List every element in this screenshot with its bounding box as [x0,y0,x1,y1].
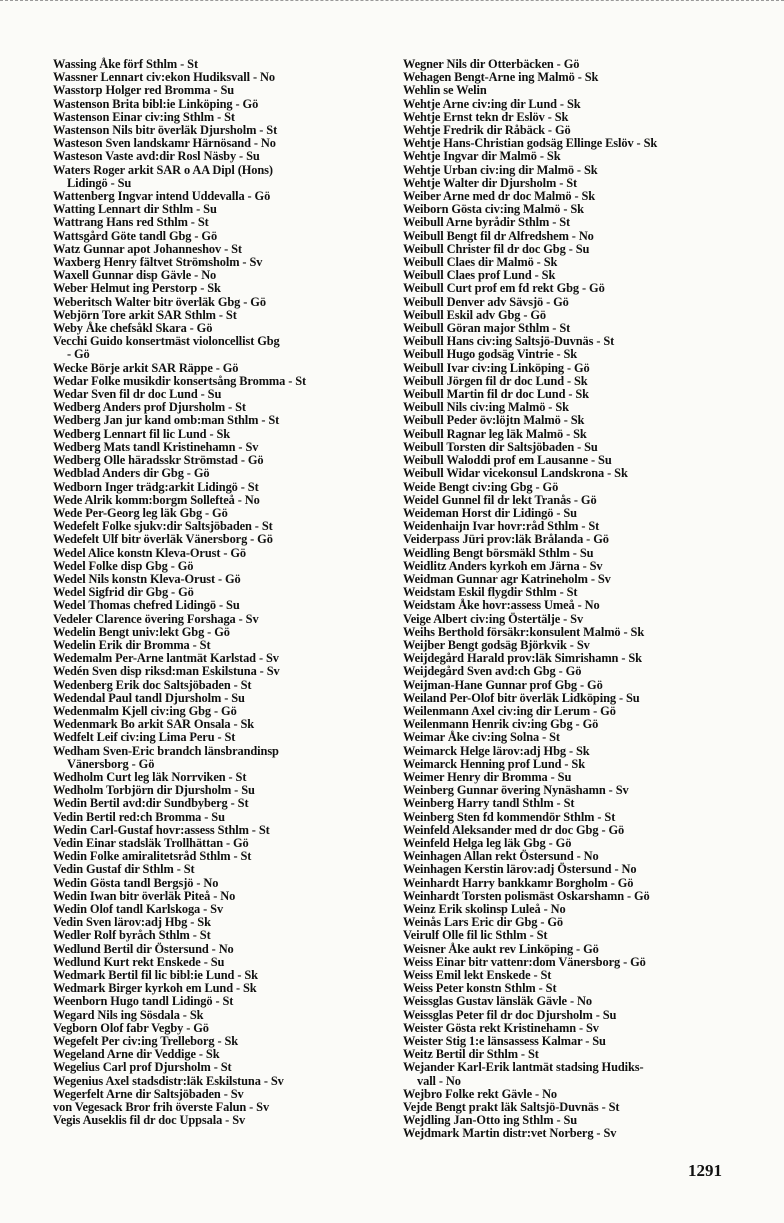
directory-entry: Weinfeld Aleksander med dr doc Gbg - Gö [403,822,625,837]
directory-entry: Weissglas Peter fil dr doc Djursholm - Su [403,1007,617,1022]
directory-entry: Wedlund Bertil dir Östersund - No [53,941,234,956]
directory-entry: Weibull Göran major Sthlm - St [403,321,571,336]
directory-entry: Wedar Folke musikdir konsertsång Bromma - St [53,373,307,388]
entry-line: Wedham Sven-Eric brandch länsbrandinsp [53,743,279,758]
directory-entry: Webjörn Tore arkit SAR Sthlm - St [53,307,237,322]
directory-entry: Weibull Claes prof Lund - Sk [403,268,556,283]
directory-entry: Vegis Auseklis fil dr doc Uppsala - Sv [53,1113,246,1128]
directory-entry: Wedholm Curt leg läk Norrviken - St [53,769,247,784]
right-column [403,58,743,1141]
directory-entry: Wejbro Folke rekt Gävle - No [403,1086,558,1101]
directory-entry: Weijdegård Harald prov:läk Simrishamn - Sk [403,651,642,666]
directory-entry: Wedel Nils konstn Kleva-Orust - Gö [53,571,241,586]
directory-entry: Weimar Åke civ:ing Solna - St [403,730,560,745]
directory-entry: Wegner Nils dir Otterbäcken - Gö [403,57,580,71]
directory-entry: Wedmark Birger kyrkoh em Lund - Sk [53,981,257,996]
directory-entry: Weibull Ragnar leg läk Malmö - Sk [403,426,587,441]
directory-entry: Weidstam Eskil flygdir Sthlm - St [403,585,578,600]
directory-entry: Veiderpass Jüri prov:läk Brålanda - Gö [403,532,609,547]
directory-entry: Wehtje Arne civ:ing dir Lund - Sk [403,96,581,111]
directory-entry: Wedel Alice konstn Kleva-Orust - Gö [53,545,247,560]
directory-entry: Vegborn Olof fabr Vegby - Gö [53,1020,209,1035]
directory-entry: Watz Gunnar apot Johanneshov - St [53,241,242,256]
directory-entry: Waxberg Henry fältvet Strömsholm - Sv [53,255,263,270]
directory-entry: Wedberg Anders prof Djursholm - St [53,400,246,415]
directory-entry: Wehagen Bengt-Arne ing Malmö - Sk [403,70,599,85]
directory-entry: Weijdegård Sven avd:ch Gbg - Gö [403,664,582,679]
directory-entry: Wedel Folke disp Gbg - Gö [53,558,194,573]
directory-entry: Wedar Sven fil dr doc Lund - Su [53,387,222,402]
directory-entry: Weilenmann Axel civ:ing dir Lerum - Gö [403,703,616,718]
directory-entry: Wasteson Vaste avd:dir Rosl Näsby - Su [53,149,260,164]
directory-entry: Wedberg Lennart fil lic Lund - Sk [53,426,231,441]
top-rule [0,0,784,1]
directory-entry: Weibull Hans civ:ing Saltsjö-Duvnäs - St [403,334,615,349]
directory-entry: Veirulf Olle fil lic Sthlm - St [403,928,548,943]
directory-entry: Weidlitz Anders kyrkoh em Järna - Sv [403,558,603,573]
directory-entry: Weidstam Åke hovr:assess Umeå - No [403,598,600,613]
directory-entry: Weibull Curt prof em fd rekt Gbg - Gö [403,281,605,296]
directory-entry: Wegerfelt Arne dir Saltsjöbaden - Sv [53,1086,244,1101]
directory-entry: Weber Helmut ing Perstorp - Sk [53,281,221,296]
directory-entry: Wedin Folke amiralitetsråd Sthlm - St [53,849,252,864]
directory-entry: Vedin Bertil red:ch Bromma - Su [53,809,225,824]
directory-entry: Wedefelt Ulf bitr överläk Vänersborg - Gö [53,532,273,547]
directory-entry: Wedelin Erik dir Bromma - St [53,637,211,652]
directory-entry: Weiss Emil lekt Enskede - St [403,968,552,983]
directory-entry: Wegelius Carl prof Djursholm - St [53,1060,232,1075]
directory-entry: Wastenson Nils bitr överläk Djursholm - St [53,123,278,138]
directory-entry: Wattenberg Ingvar intend Uddevalla - Gö [53,189,271,204]
directory-entry: Wehtje Ernst tekn dr Eslöv - Sk [403,109,569,124]
directory-entry: Wattrang Hans red Sthlm - St [53,215,209,230]
directory-entry: Wejdling Jan-Otto ing Sthlm - Su [403,1113,578,1128]
directory-entry: Wede Alrik komm:borgm Sollefteå - No [53,492,260,507]
directory-entry: Wasstorp Holger red Bromma - Su [53,83,235,98]
directory-entry: Wegeland Arne dir Veddige - Sk [53,1047,220,1062]
page-number: 1291 [688,1161,722,1180]
directory-entry: Weibull Claes dir Malmö - Sk [403,255,558,270]
directory-entry: Wedin Olof tandl Karlskoga - Sv [53,902,224,916]
directory-entry: Weimarck Helge lärov:adj Hbg - Sk [403,743,590,758]
directory-entry: Weibull Eskil adv Gbg - Gö [403,307,547,322]
directory-entry: Weissglas Gustav länsläk Gävle - No [403,994,592,1009]
directory-entry: Weibull Bengt fil dr Alfredshem - No [403,228,594,243]
entry-continuation: Vänersborg - Gö [67,756,155,771]
directory-entry: Weibull Torsten dir Saltsjöbaden - Su [403,439,598,454]
directory-entry: Weimarck Henning prof Lund - Sk [403,756,586,771]
directory-entry: Wedler Rolf byråch Sthlm - St [53,928,211,943]
left-column [53,58,371,1127]
directory-entry: Wehtje Urban civ:ing dir Malmö - Sk [403,162,598,177]
directory-entry: Wedenmark Bo arkit SAR Onsala - Sk [53,717,255,732]
directory-entry: Vedin Einar stadsläk Trollhättan - Gö [53,835,249,850]
directory-entry: von Vegesack Bror frih överste Falun - Sv [53,1100,270,1115]
directory-entry: Weinz Erik skolinsp Luleå - No [403,902,566,916]
directory-entry: Weinhagen Kerstin lärov:adj Östersund - No [403,862,637,877]
directory-entry: Weiss Peter konstn Sthlm - St [403,981,557,996]
directory-entry: Weibull Waloddi prof em Lausanne - Su [403,453,612,468]
directory-entry: Wehtje Hans-Christian godsäg Ellinge Eslöv - Sk [403,136,658,151]
directory-entry: Wedelin Bengt univ:lekt Gbg - Gö [53,624,230,639]
directory-entry: Wedendal Paul tandl Djursholm - Su [53,690,245,705]
directory-entry [53,335,371,361]
directory-entry: Watting Lennart dir Sthlm - Su [53,202,217,217]
directory-entry: Weilenmann Henrik civ:ing Gbg - Gö [403,717,599,732]
directory-entry: Weinhardt Harry bankkamr Borgholm - Gö [403,875,634,890]
directory-entry: Wedin Carl-Gustaf hovr:assess Sthlm - St [53,822,270,837]
directory-entry: Vedeler Clarence övering Forshaga - Sv [53,611,259,626]
directory-entry: Wedblad Anders dir Gbg - Gö [53,466,210,481]
directory-entry: Wedborn Inger trädg:arkit Lidingö - St [53,479,259,494]
directory-entry: Wegefelt Per civ:ing Trelleborg - Sk [53,1034,239,1049]
entry-continuation: vall - No [417,1073,461,1088]
directory-entry: Weiss Einar bitr vattenr:dom Vänersborg - Gö [403,954,646,969]
directory-entry: Weijber Bengt godsäg Björkvik - Sv [403,637,590,652]
directory-entry: Wedmark Bertil fil lic bibl:ie Lund - Sk [53,968,258,983]
directory-entry: Wecke Börje arkit SAR Räppe - Gö [53,360,239,375]
directory-entry: Weide Bengt civ:ing Gbg - Gö [403,479,559,494]
directory-entry: Weidel Gunnel fil dr lekt Tranås - Gö [403,492,597,507]
directory-entry: Weitz Bertil dir Sthlm - St [403,1047,539,1062]
directory-entry: Wedberg Olle häradsskr Strömstad - Gö [53,453,264,468]
directory-entry [53,745,371,771]
directory-entry: Weiborn Gösta civ:ing Malmö - Sk [403,202,584,217]
directory-entry: Vejde Bengt prakt läk Saltsjö-Duvnäs - St [403,1100,620,1115]
directory-entry: Weinhardt Torsten polismäst Oskarshamn - Gö [403,888,650,903]
directory-entry: Weidenhaijn Ivar hovr:råd Sthlm - St [403,519,600,534]
directory-entry: Wehtje Ingvar dir Malmö - Sk [403,149,561,164]
directory-entry: Wedholm Torbjörn dir Djursholm - Su [53,783,255,798]
directory-entry: Weibull Hugo godsäg Vintrie - Sk [403,347,578,362]
directory-entry [53,164,371,190]
directory-entry: Wedenmalm Kjell civ:ing Gbg - Gö [53,703,237,718]
directory-entry: Wedin Iwan bitr överläk Piteå - No [53,888,236,903]
directory-entry: Vedin Sven lärov:adj Hbg - Sk [53,915,211,930]
directory-entry: Wedemalm Per-Arne lantmät Karlstad - Sv [53,651,279,666]
directory-entry: Veige Albert civ:ing Östertälje - Sv [403,611,584,626]
directory-entry: Wasteson Sven landskamr Härnösand - No [53,136,276,151]
directory-entry: Wassing Åke förf Sthlm - St [53,57,198,71]
directory-entry: Weinberg Sten fd kommendör Sthlm - St [403,809,616,824]
directory-entry: Vedin Gustaf dir Sthlm - St [53,862,195,877]
directory-entry: Weenborn Hugo tandl Lidingö - St [53,994,234,1009]
directory-entry: Waxell Gunnar disp Gävle - No [53,268,217,283]
directory-entry: Weibull Martin fil dr doc Lund - Sk [403,387,589,402]
directory-entry: Weiland Per-Olof bitr överläk Lidköping - Su [403,690,640,705]
directory-entry: Weimer Henry dir Bromma - Su [403,769,572,784]
directory-entry: Weinberg Harry tandl Sthlm - St [403,796,575,811]
directory-entry: Wedberg Mats tandl Kristinehamn - Sv [53,439,259,454]
directory-entry: Weiber Arne med dr doc Malmö - Sk [403,189,596,204]
directory-entry: Weidling Bengt börsmäkl Sthlm - Su [403,545,594,560]
directory-entry: Weister Gösta rekt Kristinehamn - Sv [403,1020,599,1035]
directory-entry: Wattsgård Göte tandl Gbg - Gö [53,228,218,243]
directory-entry: Wehtje Fredrik dir Råbäck - Gö [403,123,571,138]
directory-entry: Wedenberg Erik doc Saltsjöbaden - St [53,677,252,692]
directory-entry: Weinhagen Allan rekt Östersund - No [403,849,599,864]
directory-entry: Weibull Christer fil dr doc Gbg - Su [403,241,590,256]
directory-entry: Weby Åke chefsåkl Skara - Gö [53,321,213,336]
directory-entry: Wedfelt Leif civ:ing Lima Peru - St [53,730,236,745]
directory-entry: Wejdmark Martin distr:vet Norberg - Sv [403,1126,617,1141]
directory-entry: Wedin Bertil avd:dir Sundbyberg - St [53,796,249,811]
directory-entry: Weidman Gunnar agr Katrineholm - Sv [403,571,611,586]
directory-entry: Weinfeld Helga leg läk Gbg - Gö [403,835,572,850]
directory-entry: Wedin Gösta tandl Bergsjö - No [53,875,219,890]
directory-entry: Weibull Ivar civ:ing Linköping - Gö [403,360,590,375]
directory-entry: Weibull Widar vicekonsul Landskrona - Sk [403,466,628,481]
directory-entry: Weihs Berthold försäkr:konsulent Malmö - Sk [403,624,645,639]
directory-entry: Weinås Lars Eric dir Gbg - Gö [403,915,564,930]
directory-entry: Wegenius Axel stadsdistr:läk Eskilstuna - Sv [53,1073,284,1088]
entry-continuation: - Gö [67,347,90,362]
entry-line: Vecchi Guido konsertmäst violoncellist Gbg [53,334,280,349]
directory-entry: Weideman Horst dir Lidingö - Su [403,505,577,520]
directory-entry: Wedel Sigfrid dir Gbg - Gö [53,585,194,600]
directory-entry: Weibull Peder öv:löjtn Malmö - Sk [403,413,585,428]
directory-entry: Wassner Lennart civ:ekon Hudiksvall - No [53,70,275,85]
directory-entry: Weibull Denver adv Sävsjö - Gö [403,294,569,309]
directory-entry: Weibull Nils civ:ing Malmö - Sk [403,400,569,415]
entry-line: Waters Roger arkit SAR o AA Dipl (Hons) [53,162,273,177]
directory-entry: Wede Per-Georg leg läk Gbg - Gö [53,505,228,520]
directory-entry: Wastenson Brita bibl:ie Linköping - Gö [53,96,259,111]
directory-entry: Wehtje Walter dir Djursholm - St [403,175,578,190]
directory-entry: Weisner Åke aukt rev Linköping - Gö [403,941,599,956]
directory-entry: Wedén Sven disp riksd:man Eskilstuna - Sv [53,664,280,679]
directory-entry: Wedberg Jan jur kand omb:man Sthlm - St [53,413,280,428]
directory-entry: Wedel Thomas chefred Lidingö - Su [53,598,240,613]
directory-entry: Weibull Arne byrådir Sthlm - St [403,215,571,230]
directory-entry: Weibull Jörgen fil dr doc Lund - Sk [403,373,588,388]
directory-entry: Wehlin se Welin [403,83,487,98]
directory-entry: Wegard Nils ing Sösdala - Sk [53,1007,204,1022]
directory-entry: Weinberg Gunnar övering Nynäshamn - Sv [403,783,629,798]
directory-entry [403,1061,743,1087]
directory-entry: Weberitsch Walter bitr överläk Gbg - Gö [53,294,266,309]
directory-entry: Weister Stig 1:e länsassess Kalmar - Su [403,1034,606,1049]
entry-line: Wejander Karl-Erik lantmät stadsing Hudiks- [403,1060,644,1075]
directory-entry: Wedlund Kurt rekt Enskede - Su [53,954,225,969]
entry-continuation: Lidingö - Su [67,175,132,190]
directory-entry: Wastenson Einar civ:ing Sthlm - St [53,109,235,124]
directory-entry: Wedefelt Folke sjukv:dir Saltsjöbaden - St [53,519,273,534]
directory-entry: Weijman-Hane Gunnar prof Gbg - Gö [403,677,603,692]
